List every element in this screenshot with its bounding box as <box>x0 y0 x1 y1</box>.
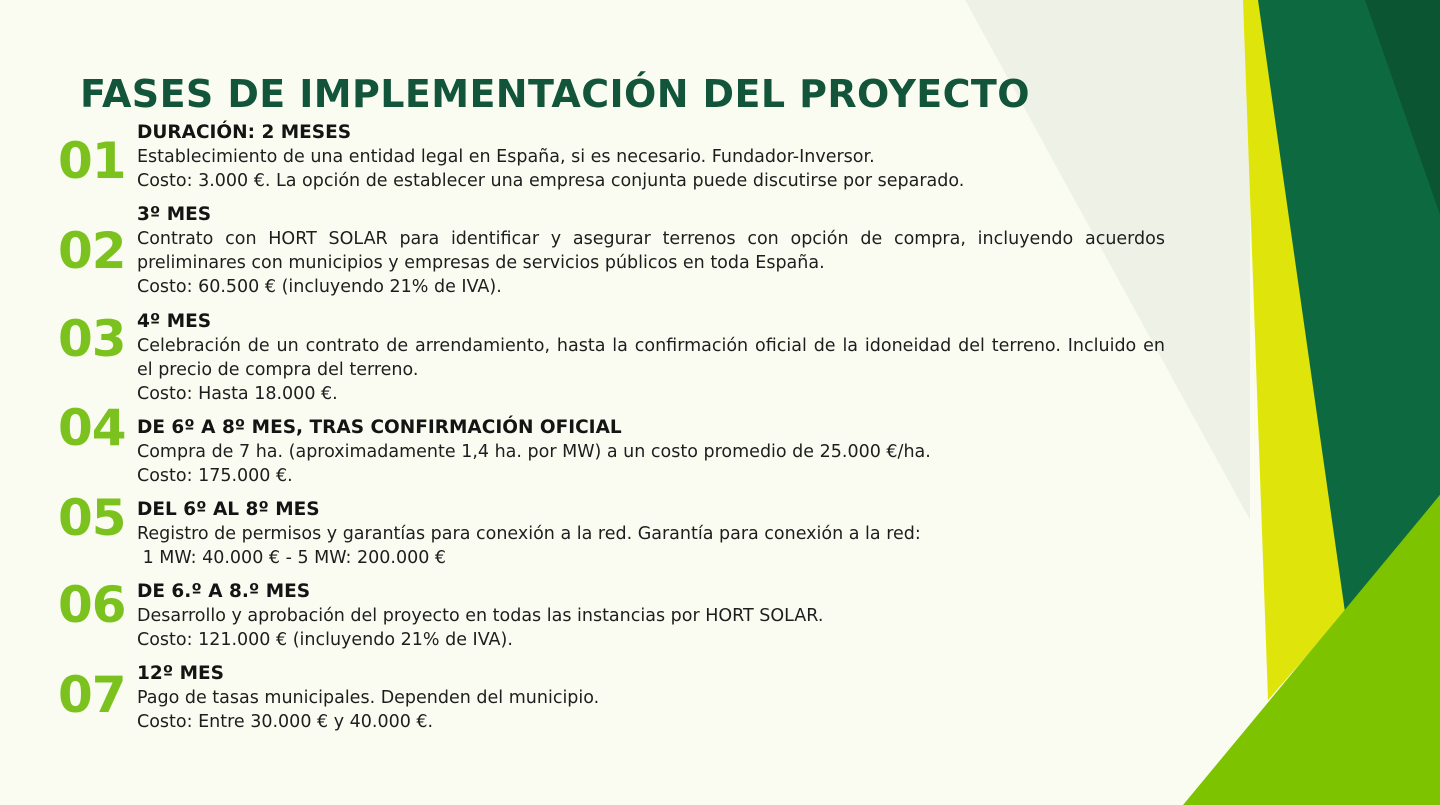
phase-content <box>137 310 1165 406</box>
phase-description: Contrato con HORT SOLAR para identificar y asegurar terrenos con opción de compra, incluyendo acuerdos preliminares con municipios y empresas de servicios públicos en toda España. <box>137 229 1165 273</box>
phase-number: 07 <box>58 666 126 724</box>
phase-title: 12º MES <box>137 663 224 684</box>
phase-description: Registro de permisos y garantías para conexión a la red. Garantía para conexión a la red: <box>137 524 921 544</box>
phase-number: 06 <box>58 576 126 634</box>
phase-cost: Costo: Hasta 18.000 €. <box>137 384 338 404</box>
phase-title: DEL 6º AL 8º MES <box>137 499 320 520</box>
phase-description: Desarrollo y aprobación del proyecto en todas las instancias por HORT SOLAR. <box>137 606 824 626</box>
phase-description: Celebración de un contrato de arrendamiento, hasta la confirmación oficial de la idoneidad del terreno. Incluido en el precio de compra del terreno. <box>137 336 1165 380</box>
phase-description: Compra de 7 ha. (aproximadamente 1,4 ha. por MW) a un costo promedio de 25.000 €/ha. <box>137 442 931 462</box>
phase-content <box>137 498 1165 570</box>
phase-content <box>137 662 1165 734</box>
phase-title: DURACIÓN: 2 MESES <box>137 122 352 143</box>
phase-cost: Costo: 121.000 € (incluyendo 21% de IVA). <box>137 630 513 650</box>
phase-description: Pago de tasas municipales. Dependen del municipio. <box>137 688 600 708</box>
phase-content <box>137 580 1165 652</box>
phase-title: 3º MES <box>137 204 212 225</box>
phase-content <box>137 203 1165 299</box>
phase-title: DE 6º A 8º MES, TRAS CONFIRMACIÓN OFICIAL <box>137 417 622 438</box>
phase-cost: Costo: 175.000 €. <box>137 466 293 486</box>
phase-number: 02 <box>58 222 126 280</box>
phase-description: Establecimiento de una entidad legal en España, si es necesario. Fundador-Inversor. <box>137 147 875 167</box>
phase-content <box>137 416 1165 488</box>
phase-cost: 1 MW: 40.000 € - 5 MW: 200.000 € <box>137 548 447 568</box>
phase-number: 03 <box>58 310 126 368</box>
phase-number: 01 <box>58 132 126 190</box>
phase-title: DE 6.º A 8.º MES <box>137 581 311 602</box>
phase-cost: Costo: 60.500 € (incluyendo 21% de IVA). <box>137 277 502 297</box>
phase-number: 05 <box>58 489 126 547</box>
phase-cost: Costo: Entre 30.000 € y 40.000 €. <box>137 712 434 732</box>
phase-number: 04 <box>58 399 126 457</box>
page-title: FASES DE IMPLEMENTACIÓN DEL PROYECTO <box>80 72 1030 116</box>
phase-title: 4º MES <box>137 311 212 332</box>
phase-cost: Costo: 3.000 €. La opción de establecer una empresa conjunta puede discutirse por separado. <box>137 171 965 191</box>
phase-content <box>137 121 1165 193</box>
